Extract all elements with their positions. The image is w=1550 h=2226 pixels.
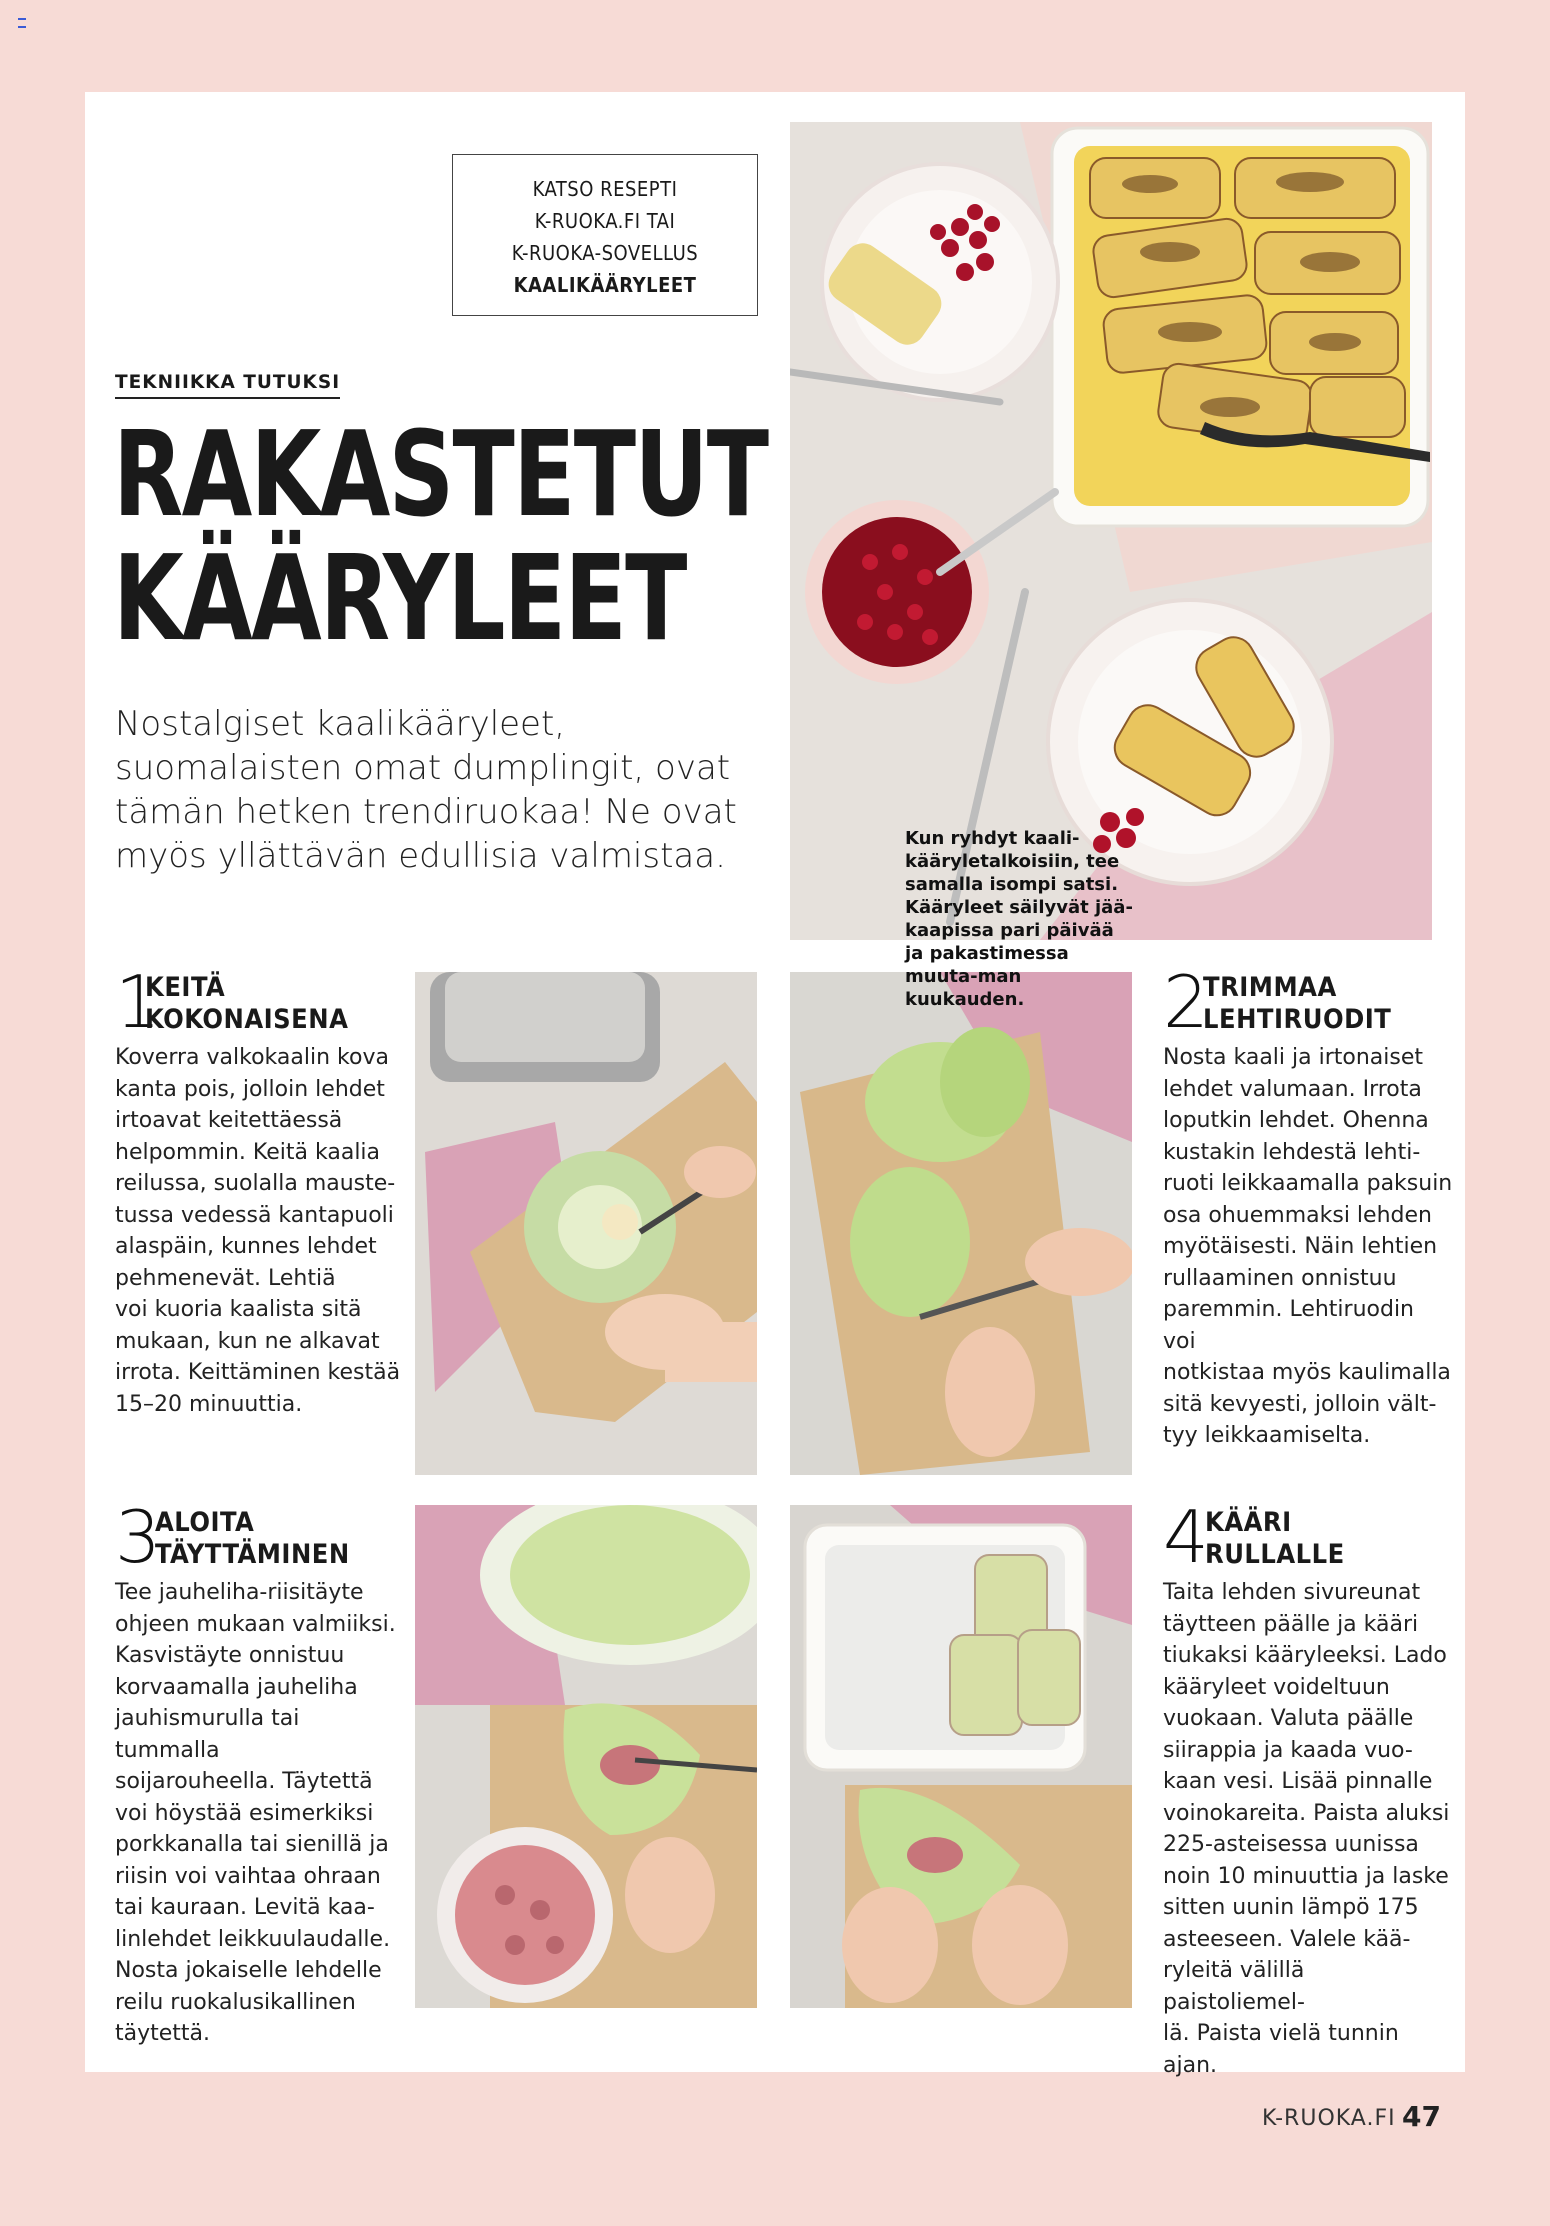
- step-1-photo: [415, 972, 757, 1475]
- step-number: 4: [1163, 1495, 1209, 1579]
- step-title-line: RULLALLE: [1205, 1539, 1345, 1570]
- step-3-photo: [415, 1505, 757, 2008]
- step-body: Nosta kaali ja irtonaiset lehdet valumaan. Irrota loputkin lehdet. Ohenna kustakin lehdestä lehti- ruoti leikkaamalla paksuin osa ohuemmaksi lehden myötäisesti. Näin lehtien rullaaminen onnistuu paremmin. Lehtiruodin voi notkistaa myös kaulimalla sitä kevyesti, jolloin vält- tyy leikkaamiselta.: [1163, 1045, 1453, 1448]
- page-number: 47: [1402, 2100, 1441, 2133]
- step-title-line: LEHTIRUODIT: [1203, 1004, 1392, 1035]
- recipe-box-line: KATSO RESEPTI: [532, 177, 678, 201]
- step-title: [155, 1507, 350, 1571]
- step-2: [1163, 960, 1453, 1448]
- page-title-line: KÄÄRYLEET: [113, 529, 686, 667]
- step-title: [1205, 1507, 1345, 1571]
- recipe-box-recipe-name: KAALIKÄÄRYLEET: [513, 273, 697, 297]
- step-title: [1203, 972, 1391, 1036]
- section-kicker: TEKNIIKKA TUTUKSI: [115, 372, 340, 399]
- step-title-line: TÄYTTÄMINEN: [155, 1539, 350, 1570]
- page-title-line: RAKASTETUT: [113, 405, 768, 543]
- step-title: [145, 972, 348, 1036]
- recipe-box-line: K-RUOKA.FI TAI: [534, 209, 676, 233]
- step-title-line: KOKONAISENA: [145, 1004, 349, 1035]
- lead-paragraph: Nostalgiset kaalikääryleet, suomalaisten omat dumplingit, ovat tämän hetken trendiruokaa! Ne ovat myös yllättävän edullisia valmistaa.: [115, 704, 737, 876]
- menu-icon[interactable]: [18, 18, 26, 28]
- caption-text: Kun ryhdyt kaali- kääryletalkoisiin, tee samalla isompi satsi. Kääryleet säilyvät jää-kaapissa pari päivää ja pakastimessa muuta-man kuukauden.: [905, 828, 1133, 1010]
- page-title: [113, 405, 768, 667]
- footer-site-name: K-RUOKA.FI: [1262, 2106, 1396, 2131]
- step-2-photo: [790, 972, 1132, 1475]
- step-title-line: ALOITA: [155, 1507, 255, 1538]
- step-title-line: KEITÄ: [145, 972, 226, 1003]
- hero-photo: [790, 122, 1432, 940]
- recipe-reference-box: [452, 154, 758, 316]
- recipe-box-line: K-RUOKA-SOVELLUS: [511, 241, 699, 265]
- step-number: 1: [115, 960, 161, 1044]
- step-4: [1163, 1495, 1453, 2078]
- step-number: 3: [115, 1495, 161, 1579]
- step-1: [115, 960, 405, 1417]
- step-body: Taita lehden sivureunat täytteen päälle ja kääri tiukaksi kääryleeksi. Lado kääryleet voideltuun vuokaan. Valuta päälle siirappia ja kaada vuo- kaan vesi. Lisää pinnalle voinokareita. Paista aluksi 225-asteisessa uunissa noin 10 minuuttia ja laske sitten uunin lämpö 175 asteeseen. Valele kää- ryleitä välillä paistoliemel- lä. Paista vielä tunnin ajan.: [1163, 1580, 1450, 2078]
- step-body: Koverra valkokaalin kova kanta pois, jolloin lehdet irtoavat keitettäessä helpommin. Keitä kaalia reilussa, suolalla mauste- tussa vedessä kantapuoli alaspäin, kunnes lehdet pehmenevät. Lehtiä voi kuoria kaalista sitä mukaan, kun ne alkavat irrota. Keittäminen kestää 15–20 minuuttia.: [115, 1045, 401, 1417]
- hero-photo-caption: [905, 827, 1135, 1011]
- step-number: 2: [1163, 960, 1209, 1044]
- step-body: Tee jauheliha-riisitäyte ohjeen mukaan valmiiksi. Kasvistäyte onnistuu korvaamalla jauheliha jauhismurulla tai tummalla soijarouheella. Täytettä voi höystää esimerkiksi porkkanalla tai sienillä ja riisin voi vaihtaa ohraan tai kauraan. Levitä kaa- linlehdet leikkuulaudalle. Nosta jokaiselle lehdelle reilu ruokalusikallinen täytettä.: [115, 1580, 396, 2046]
- step-4-photo: [790, 1505, 1132, 2008]
- article-page: [85, 92, 1465, 2078]
- step-title-line: KÄÄRI: [1205, 1507, 1292, 1538]
- step-3: [115, 1495, 405, 2046]
- step-title-line: TRIMMAA: [1203, 972, 1337, 1003]
